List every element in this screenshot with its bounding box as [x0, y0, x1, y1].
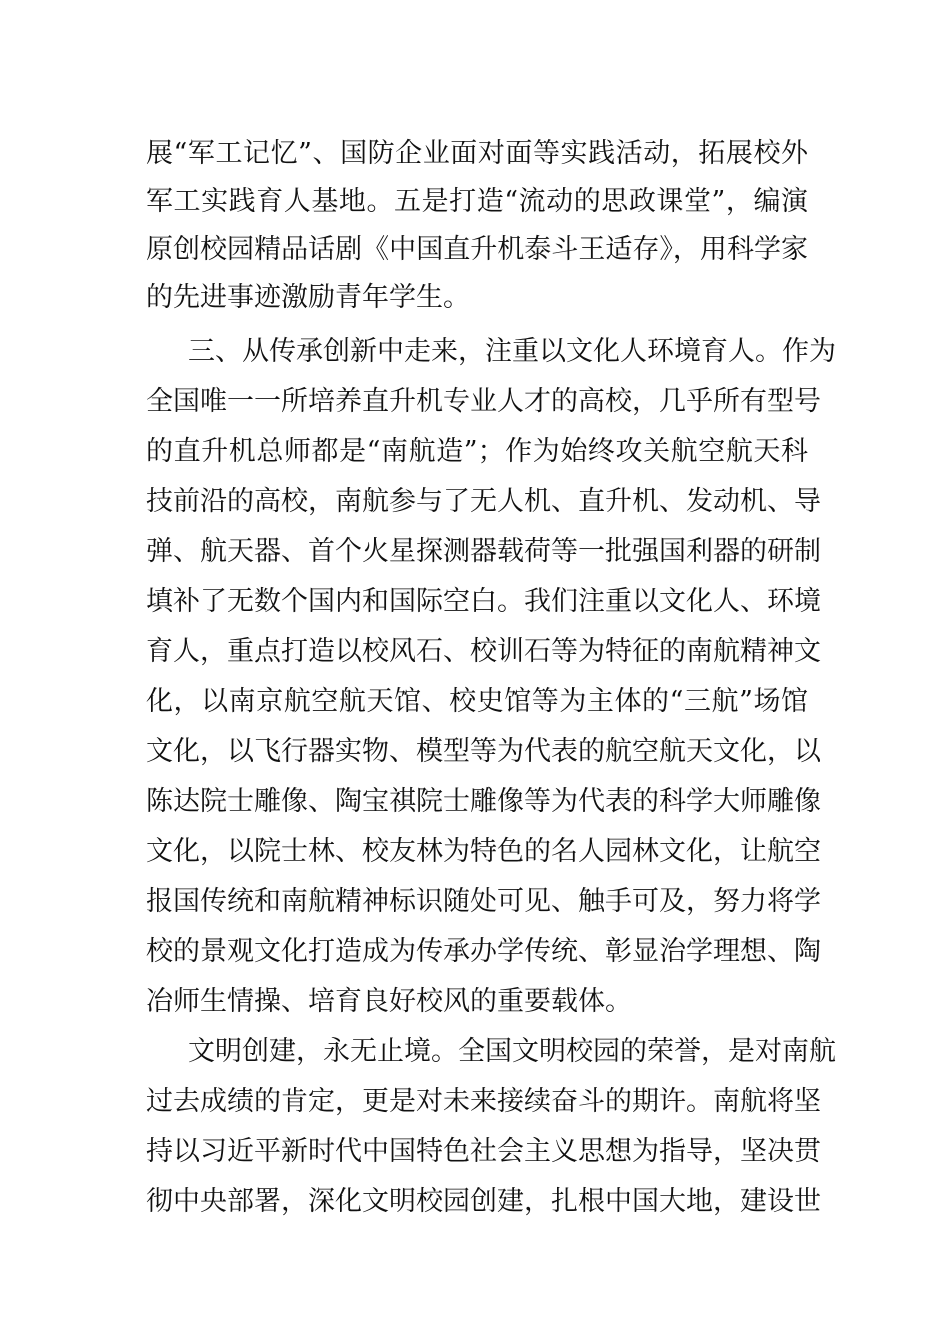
- text-line: 军工实践育人基地。五是打造“流动的思政课堂”，编演: [146, 186, 808, 217]
- text-line: 文化，以院士林、校友林为特色的名人园林文化，让航空: [146, 836, 821, 867]
- text-line: 化，以南京航空航天馆、校史馆等为主体的“三航”场馆: [146, 686, 808, 717]
- text-line: 校的景观文化打造成为传承办学传统、彰显治学理想、陶: [146, 936, 821, 967]
- text-line: 原创校园精品话剧《中国直升机泰斗王适存》，用科学家: [146, 234, 808, 265]
- text-line: 展“军工记忆”、国防企业面对面等实践活动，拓展校外: [146, 138, 808, 169]
- text-line: 弹、航天器、首个火星探测器载荷等一批强国利器的研制: [146, 536, 821, 567]
- text-line: 持以习近平新时代中国特色社会主义思想为指导，坚决贯: [146, 1136, 821, 1167]
- text-line: 育人，重点打造以校风石、校训石等为特征的南航精神文: [146, 636, 821, 667]
- text-line: 填补了无数个国内和国际空白。我们注重以文化人、环境: [146, 586, 821, 617]
- text-line: 陈达院士雕像、陶宝祺院士雕像等为代表的科学大师雕像: [146, 786, 821, 817]
- text-line: 报国传统和南航精神标识随处可见、触手可及，努力将学: [146, 886, 821, 917]
- text-line: 文化，以飞行器实物、模型等为代表的航空航天文化，以: [146, 736, 821, 767]
- text-line: 过去成绩的肯定，更是对未来接续奋斗的期许。南航将坚: [146, 1086, 821, 1117]
- text-line: 的先进事迹激励青年学生。: [146, 282, 470, 313]
- paragraph-first-line: 三、从传承创新中走来，注重以文化人环境育人。作为: [188, 336, 836, 367]
- text-line: 的直升机总师都是“南航造”；作为始终攻关航空航天科: [146, 436, 808, 467]
- text-line: 技前沿的高校，南航参与了无人机、直升机、发动机、导: [146, 486, 821, 517]
- paragraph-first-line: 文明创建，永无止境。全国文明校园的荣誉，是对南航: [188, 1036, 836, 1067]
- text-line: 彻中央部署，深化文明校园创建，扎根中国大地，建设世: [146, 1186, 821, 1217]
- text-line: 冶师生情操、培育良好校风的重要载体。: [146, 986, 632, 1017]
- text-line: 全国唯一一所培养直升机专业人才的高校，几乎所有型号: [146, 386, 821, 417]
